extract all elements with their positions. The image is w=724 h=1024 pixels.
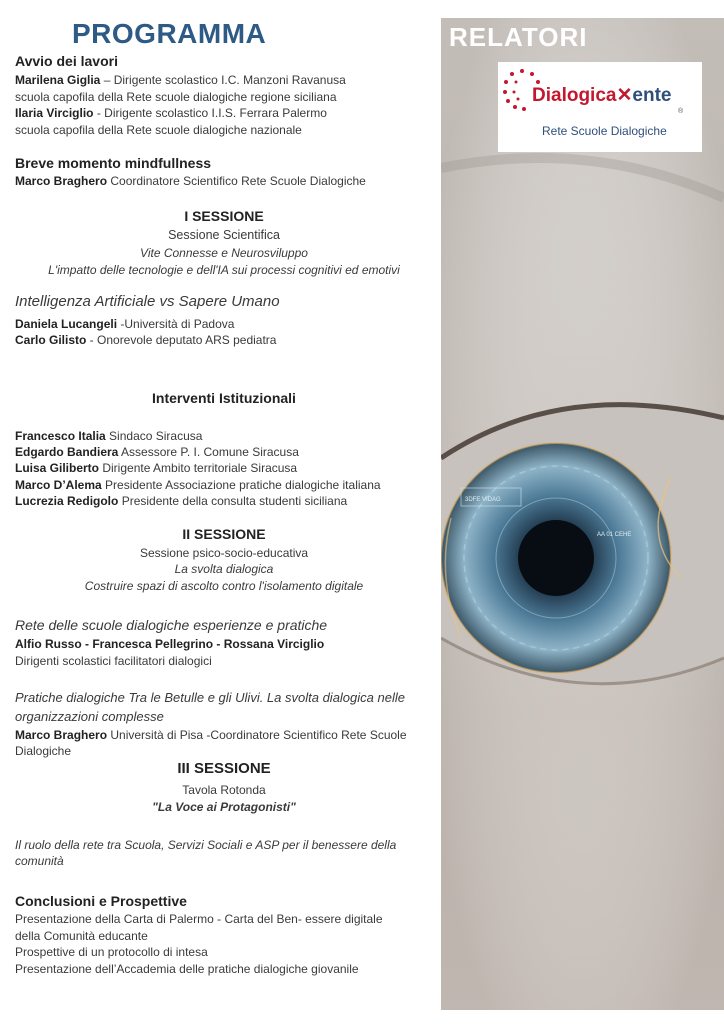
eye-image (441, 18, 724, 1010)
session-1-theme-1: Vite Connesse e Neurosviluppo (140, 246, 308, 260)
session-2-heading: II SESSIONE (182, 526, 266, 542)
session-2-theme-2: Costruire spazi di ascolto contro l'isolamento digitale (84, 579, 364, 593)
programma-title: PROGRAMMA (72, 18, 267, 49)
istituzionali-heading: Interventi Istituzionali (152, 390, 296, 406)
session-2-topic-2: Pratiche dialogiche Tra le Betulle e gli Ulivi. La svolta dialogica nelle (15, 690, 405, 705)
session-1-topic: Intelligenza Artificiale vs Sapere Umano (15, 293, 280, 310)
session-2-speaker-role: Dialogiche (15, 744, 72, 758)
conclusioni-line: Prospettive di un protocollo di intesa (15, 945, 208, 959)
istituzionali-item: Edgardo Bandiera Assessore P. I. Comune Siracusa (15, 445, 299, 459)
session-2-speaker: Marco Braghero Università di Pisa -Coordinatore Scientifico Rete Scuole (15, 728, 407, 742)
logo-subtitle: Rete Scuole Dialogiche (542, 124, 667, 138)
session-2-topic-2-cont: organizzazioni complesse (15, 709, 164, 724)
istituzionali-item: Luisa Giliberto Dirigente Ambito territoriale Siracusa (15, 461, 298, 475)
avvio-speaker-1-role: scuola capofila della Rete scuole dialogiche regione siciliana (15, 90, 337, 104)
conclusioni-line: Presentazione dell’Accademia delle pratiche dialogiche giovanile (15, 962, 359, 976)
session-3-theme: "La Voce ai Protagonisti" (152, 800, 296, 814)
session-2-theme-1: La svolta dialogica (174, 562, 274, 576)
avvio-heading: Avvio dei lavori (15, 53, 118, 69)
session-1-speaker-2: Carlo Gilisto - Onorevole deputato ARS pediatra (15, 333, 277, 347)
session-3-heading: III SESSIONE (177, 760, 271, 777)
session-2-speakers-1-role: Dirigenti scolastici facilitatori dialogici (15, 654, 212, 668)
session-1-heading: I SESSIONE (184, 208, 264, 224)
istituzionali-item: Lucrezia Redigolo Presidente della consulta studenti siciliana (15, 494, 348, 508)
avvio-speaker-1: Marilena Giglia – Dirigente scolastico I.C. Manzoni Ravanusa (15, 73, 346, 87)
relatori-title: RELATORI (449, 22, 588, 52)
logo-name: Dialogica✕ente (532, 85, 672, 106)
avvio-speaker-2: Ilaria Virciglio - Dirigente scolastico I.I.S. Ferrara Palermo (15, 106, 327, 120)
conclusioni-heading: Conclusioni e Prospettive (15, 893, 187, 909)
session-1-speaker-1: Daniela Lucangeli -Università di Padova (15, 317, 235, 331)
conclusioni-line: della Comunità educante (15, 929, 148, 943)
session-2-subtitle: Sessione psico-socio-educativa (139, 546, 309, 560)
session-3-subtitle: Tavola Rotonda (182, 783, 266, 797)
hud-text-1: 3DFE VIDAG (465, 497, 501, 503)
relatori-panel (441, 18, 724, 1010)
session-2-topic-1: Rete delle scuole dialogiche esperienze e pratiche (15, 617, 328, 633)
istituzionali-item: Marco D’Alema Presidente Associazione pratiche dialogiche italiana (15, 478, 381, 492)
session-3-topic-cont: comunità (15, 854, 64, 868)
istituzionali-item: Francesco Italia Sindaco Siracusa (15, 429, 203, 443)
session-1-theme-2: L'impatto delle tecnologie e dell'IA sui processi cognitivi ed emotivi (48, 263, 400, 277)
session-2-speakers-1: Alfio Russo - Francesca Pellegrino - Rossana Virciglio (15, 637, 325, 651)
hud-text-2: AA 01 CEHE (597, 532, 632, 538)
mindfulness-speaker: Marco Braghero Coordinatore Scientifico Rete Scuole Dialogiche (15, 174, 366, 188)
conclusioni-line: Presentazione della Carta di Palermo - Carta del Ben- essere digitale (15, 912, 383, 926)
session-1-subtitle: Sessione Scientifica (168, 228, 280, 242)
session-3-topic: Il ruolo della rete tra Scuola, Servizi Sociali e ASP per il benessere della (15, 838, 397, 852)
programma-column (15, 0, 433, 1024)
dialogicamente-logo (498, 62, 702, 152)
mindfulness-heading: Breve momento mindfullness (15, 155, 212, 171)
logo-registered: ® (678, 108, 684, 115)
avvio-speaker-2-role: scuola capofila della Rete scuole dialogiche nazionale (15, 123, 302, 137)
